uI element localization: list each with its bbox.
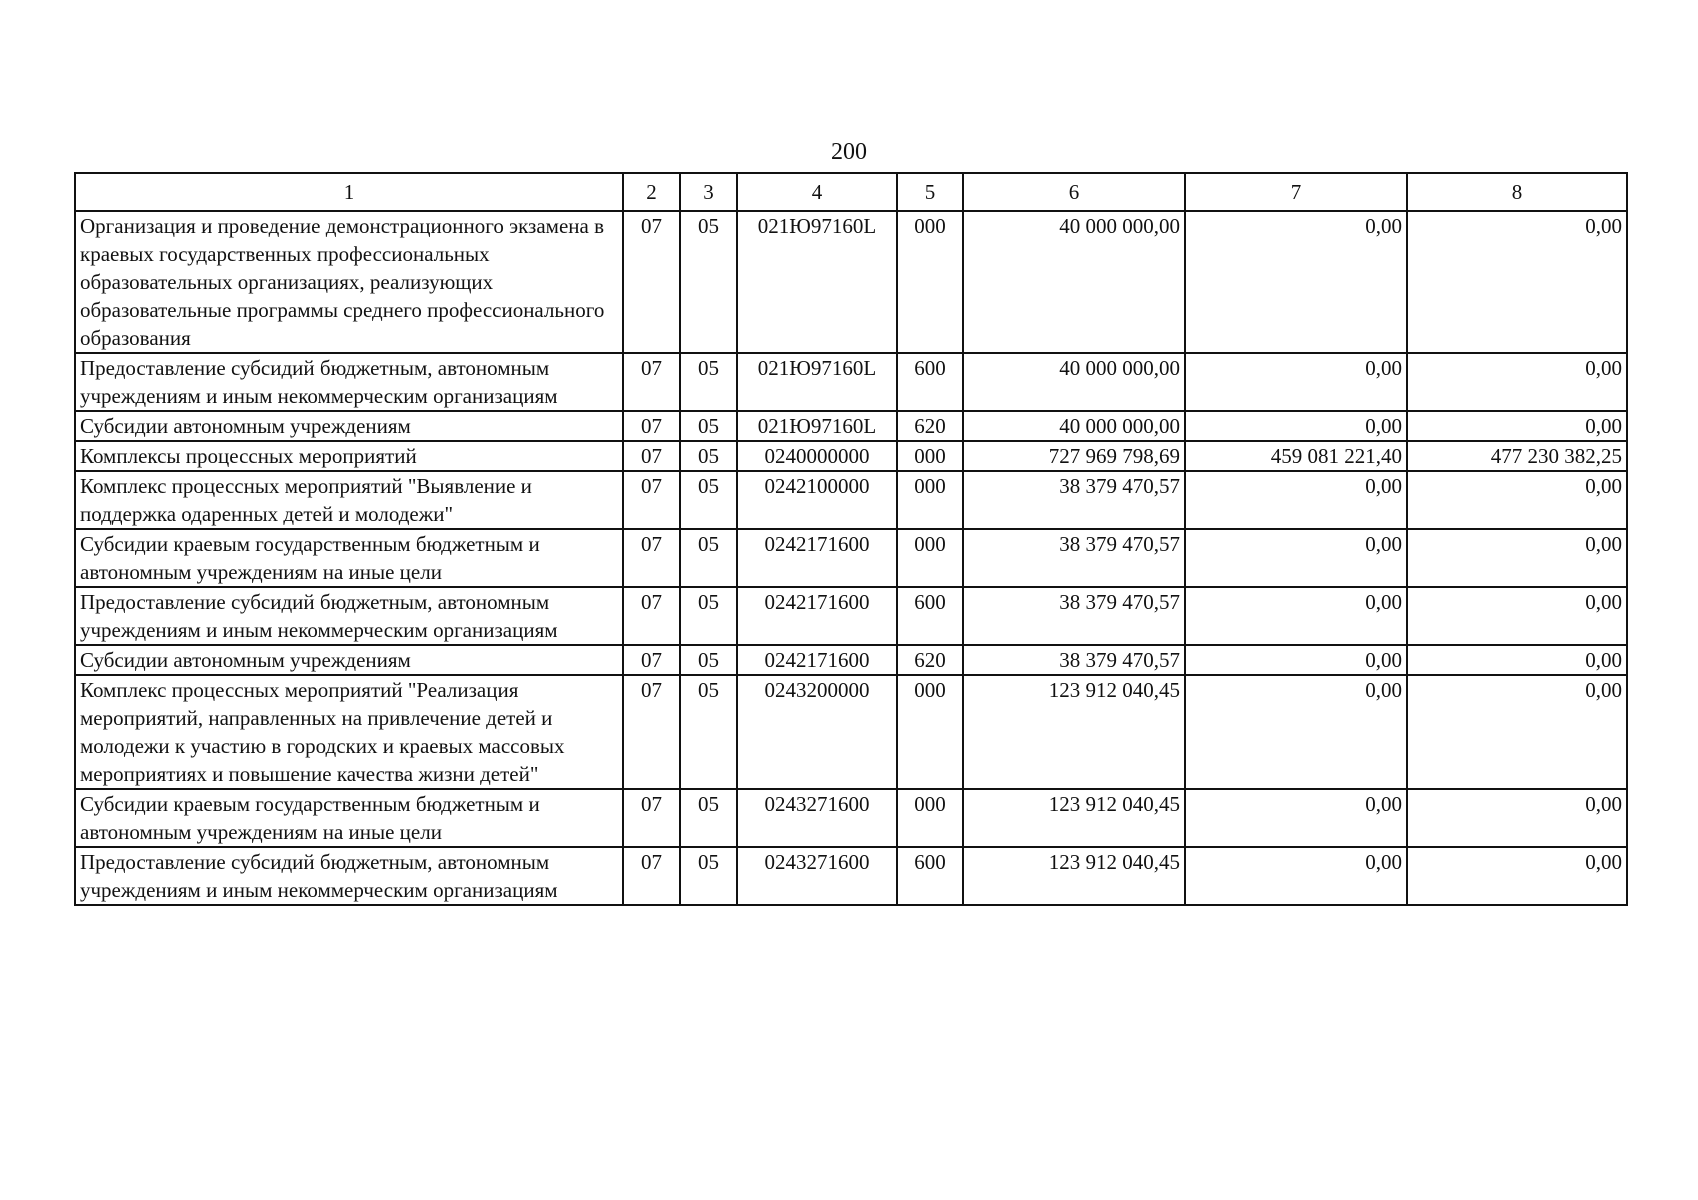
row-value-6: 38 379 470,57	[963, 645, 1185, 675]
row-value-7: 0,00	[1185, 847, 1407, 905]
row-target-code: 0242100000	[737, 471, 897, 529]
row-name: Комплексы процессных мероприятий	[75, 441, 623, 471]
row-value-7: 0,00	[1185, 411, 1407, 441]
row-target-code: 0242171600	[737, 587, 897, 645]
row-target-code: 0243271600	[737, 847, 897, 905]
row-name: Субсидии автономным учреждениям	[75, 645, 623, 675]
row-expense-type: 000	[897, 471, 963, 529]
row-expense-type: 000	[897, 441, 963, 471]
row-value-8: 0,00	[1407, 587, 1627, 645]
page-number: 200	[831, 139, 867, 165]
row-name: Предоставление субсидий бюджетным, автономным учреждениям и иным некоммерческим организациям	[75, 587, 623, 645]
row-target-code: 0240000000	[737, 441, 897, 471]
row-subsection: 05	[680, 353, 737, 411]
row-name: Субсидии краевым государственным бюджетным и автономным учреждениям на иные цели	[75, 789, 623, 847]
row-value-7: 0,00	[1185, 529, 1407, 587]
row-value-7: 0,00	[1185, 471, 1407, 529]
budget-table	[74, 172, 1628, 906]
row-value-6: 38 379 470,57	[963, 471, 1185, 529]
row-expense-type: 620	[897, 411, 963, 441]
table-row	[75, 645, 1627, 675]
row-section: 07	[623, 411, 680, 441]
row-section: 07	[623, 645, 680, 675]
table-row	[75, 211, 1627, 353]
row-value-8: 0,00	[1407, 645, 1627, 675]
row-subsection: 05	[680, 441, 737, 471]
row-target-code: 0243271600	[737, 789, 897, 847]
row-section: 07	[623, 471, 680, 529]
column-header-2: 2	[623, 173, 680, 211]
row-value-6: 40 000 000,00	[963, 353, 1185, 411]
row-value-6: 40 000 000,00	[963, 211, 1185, 353]
row-target-code: 021Ю97160L	[737, 411, 897, 441]
row-target-code: 0243200000	[737, 675, 897, 789]
row-value-8: 0,00	[1407, 353, 1627, 411]
row-value-6: 38 379 470,57	[963, 529, 1185, 587]
row-subsection: 05	[680, 411, 737, 441]
row-expense-type: 600	[897, 587, 963, 645]
column-header-3: 3	[680, 173, 737, 211]
row-subsection: 05	[680, 645, 737, 675]
row-expense-type: 620	[897, 645, 963, 675]
row-expense-type: 600	[897, 353, 963, 411]
row-target-code: 021Ю97160L	[737, 353, 897, 411]
row-subsection: 05	[680, 529, 737, 587]
row-value-7: 0,00	[1185, 675, 1407, 789]
row-value-8: 0,00	[1407, 789, 1627, 847]
row-value-8: 0,00	[1407, 211, 1627, 353]
row-name: Субсидии краевым государственным бюджетным и автономным учреждениям на иные цели	[75, 529, 623, 587]
row-value-7: 459 081 221,40	[1185, 441, 1407, 471]
row-name: Комплекс процессных мероприятий "Выявление и поддержка одаренных детей и молодежи"	[75, 471, 623, 529]
row-value-8: 477 230 382,25	[1407, 441, 1627, 471]
column-header-1: 1	[75, 173, 623, 211]
table-row	[75, 411, 1627, 441]
row-target-code: 0242171600	[737, 529, 897, 587]
column-header-8: 8	[1407, 173, 1627, 211]
row-expense-type: 000	[897, 529, 963, 587]
row-name: Организация и проведение демонстрационного экзамена в краевых государственных профессиональных образовательных организациях, реализующих образовательные программы среднего профессионального образования	[75, 211, 623, 353]
row-target-code: 0242171600	[737, 645, 897, 675]
row-value-8: 0,00	[1407, 529, 1627, 587]
row-target-code: 021Ю97160L	[737, 211, 897, 353]
row-value-6: 40 000 000,00	[963, 411, 1185, 441]
table-row	[75, 353, 1627, 411]
row-expense-type: 000	[897, 211, 963, 353]
column-header-7: 7	[1185, 173, 1407, 211]
header-row	[75, 173, 1627, 211]
row-section: 07	[623, 529, 680, 587]
column-header-6: 6	[963, 173, 1185, 211]
row-expense-type: 000	[897, 789, 963, 847]
row-value-7: 0,00	[1185, 789, 1407, 847]
table-row	[75, 587, 1627, 645]
row-subsection: 05	[680, 675, 737, 789]
row-section: 07	[623, 847, 680, 905]
row-section: 07	[623, 353, 680, 411]
row-value-6: 123 912 040,45	[963, 789, 1185, 847]
row-name: Предоставление субсидий бюджетным, автономным учреждениям и иным некоммерческим организациям	[75, 847, 623, 905]
row-value-8: 0,00	[1407, 847, 1627, 905]
row-value-8: 0,00	[1407, 675, 1627, 789]
row-expense-type: 000	[897, 675, 963, 789]
row-section: 07	[623, 441, 680, 471]
row-section: 07	[623, 675, 680, 789]
row-section: 07	[623, 587, 680, 645]
row-value-7: 0,00	[1185, 645, 1407, 675]
row-value-7: 0,00	[1185, 587, 1407, 645]
table-row	[75, 675, 1627, 789]
row-name: Субсидии автономным учреждениям	[75, 411, 623, 441]
row-value-6: 123 912 040,45	[963, 675, 1185, 789]
row-section: 07	[623, 789, 680, 847]
row-subsection: 05	[680, 847, 737, 905]
table-row	[75, 847, 1627, 905]
table-row	[75, 529, 1627, 587]
row-value-8: 0,00	[1407, 471, 1627, 529]
row-name: Предоставление субсидий бюджетным, автономным учреждениям и иным некоммерческим организациям	[75, 353, 623, 411]
table-row	[75, 789, 1627, 847]
row-value-7: 0,00	[1185, 353, 1407, 411]
row-value-7: 0,00	[1185, 211, 1407, 353]
row-value-8: 0,00	[1407, 411, 1627, 441]
row-subsection: 05	[680, 789, 737, 847]
row-value-6: 123 912 040,45	[963, 847, 1185, 905]
column-header-5: 5	[897, 173, 963, 211]
row-value-6: 727 969 798,69	[963, 441, 1185, 471]
table-row	[75, 441, 1627, 471]
row-subsection: 05	[680, 471, 737, 529]
row-section: 07	[623, 211, 680, 353]
row-name: Комплекс процессных мероприятий "Реализация мероприятий, направленных на привлечение детей и молодежи к участию в городских и краевых массовых мероприятиях и повышение качества жизни детей"	[75, 675, 623, 789]
row-expense-type: 600	[897, 847, 963, 905]
row-value-6: 38 379 470,57	[963, 587, 1185, 645]
row-subsection: 05	[680, 587, 737, 645]
row-subsection: 05	[680, 211, 737, 353]
column-header-4: 4	[737, 173, 897, 211]
table-row	[75, 471, 1627, 529]
